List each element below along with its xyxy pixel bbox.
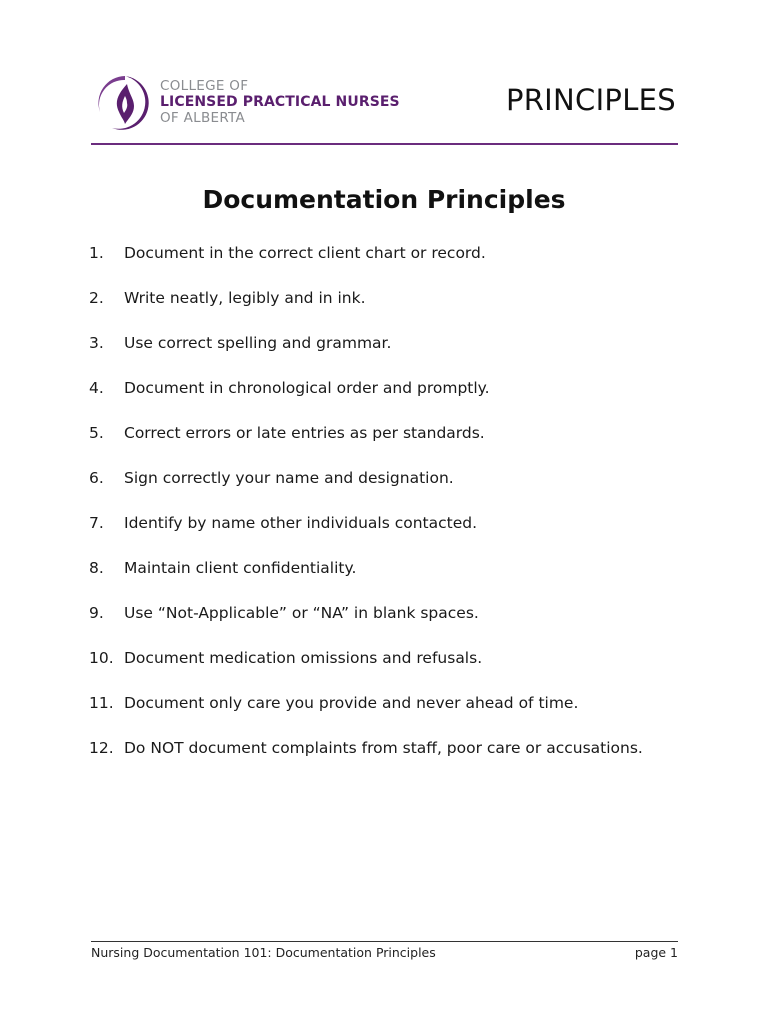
footer-divider: [91, 941, 678, 942]
logo-wordmark: [160, 79, 400, 126]
item-number: 2.: [89, 289, 104, 307]
item-text: Sign correctly your name and designation.: [124, 469, 454, 487]
list-item: [89, 244, 643, 289]
item-text: Use correct spelling and grammar.: [124, 334, 392, 352]
item-number: 7.: [89, 514, 104, 532]
list-item: [89, 424, 643, 469]
footer-page-number: page 1: [634, 945, 678, 960]
item-number: 6.: [89, 469, 104, 487]
document-title: Documentation Principles: [202, 185, 566, 214]
section-title: PRINCIPLES: [505, 83, 676, 117]
item-number: 8.: [89, 559, 104, 577]
item-text: Document in chronological order and promptly.: [124, 379, 490, 397]
item-text: Correct errors or late entries as per standards.: [124, 424, 485, 442]
list-item: [89, 694, 643, 739]
list-item: [89, 649, 643, 694]
item-text: Document only care you provide and never ahead of time.: [124, 694, 579, 712]
item-text: Identify by name other individuals contacted.: [124, 514, 478, 532]
item-text: Maintain client confidentiality.: [124, 559, 357, 577]
logo-line-licensed: LICENSED PRACTICAL NURSES: [160, 94, 400, 110]
item-text: Write neatly, legibly and in ink.: [124, 289, 366, 307]
flame-in-ring-logo-icon: [94, 72, 156, 134]
list-item: [89, 334, 643, 379]
list-item: [89, 289, 643, 334]
item-number: 3.: [89, 334, 104, 352]
item-text: Document in the correct client chart or record.: [124, 244, 486, 262]
header-divider: [91, 143, 678, 145]
principles-list: [89, 244, 643, 784]
list-item: [89, 469, 643, 514]
item-number: 1.: [89, 244, 104, 262]
list-item: [89, 739, 643, 784]
item-number: 10.: [89, 649, 114, 667]
list-item: [89, 604, 643, 649]
item-text: Document medication omissions and refusals.: [124, 649, 483, 667]
item-number: 12.: [89, 739, 114, 757]
item-text: Do NOT document complaints from staff, poor care or accusations.: [124, 739, 643, 757]
item-number: 4.: [89, 379, 104, 397]
list-item: [89, 379, 643, 424]
list-item: [89, 559, 643, 604]
item-number: 9.: [89, 604, 104, 622]
item-number: 5.: [89, 424, 104, 442]
college-logo: [94, 72, 400, 136]
item-number: 11.: [89, 694, 114, 712]
footer-document-name: Nursing Documentation 101: Documentation Principles: [91, 945, 436, 960]
logo-line-college: COLLEGE OF: [160, 78, 249, 94]
list-item: [89, 514, 643, 559]
item-text: Use “Not-Applicable” or “NA” in blank spaces.: [124, 604, 479, 622]
page-header: [91, 70, 678, 146]
logo-line-alberta: OF ALBERTA: [160, 110, 246, 126]
